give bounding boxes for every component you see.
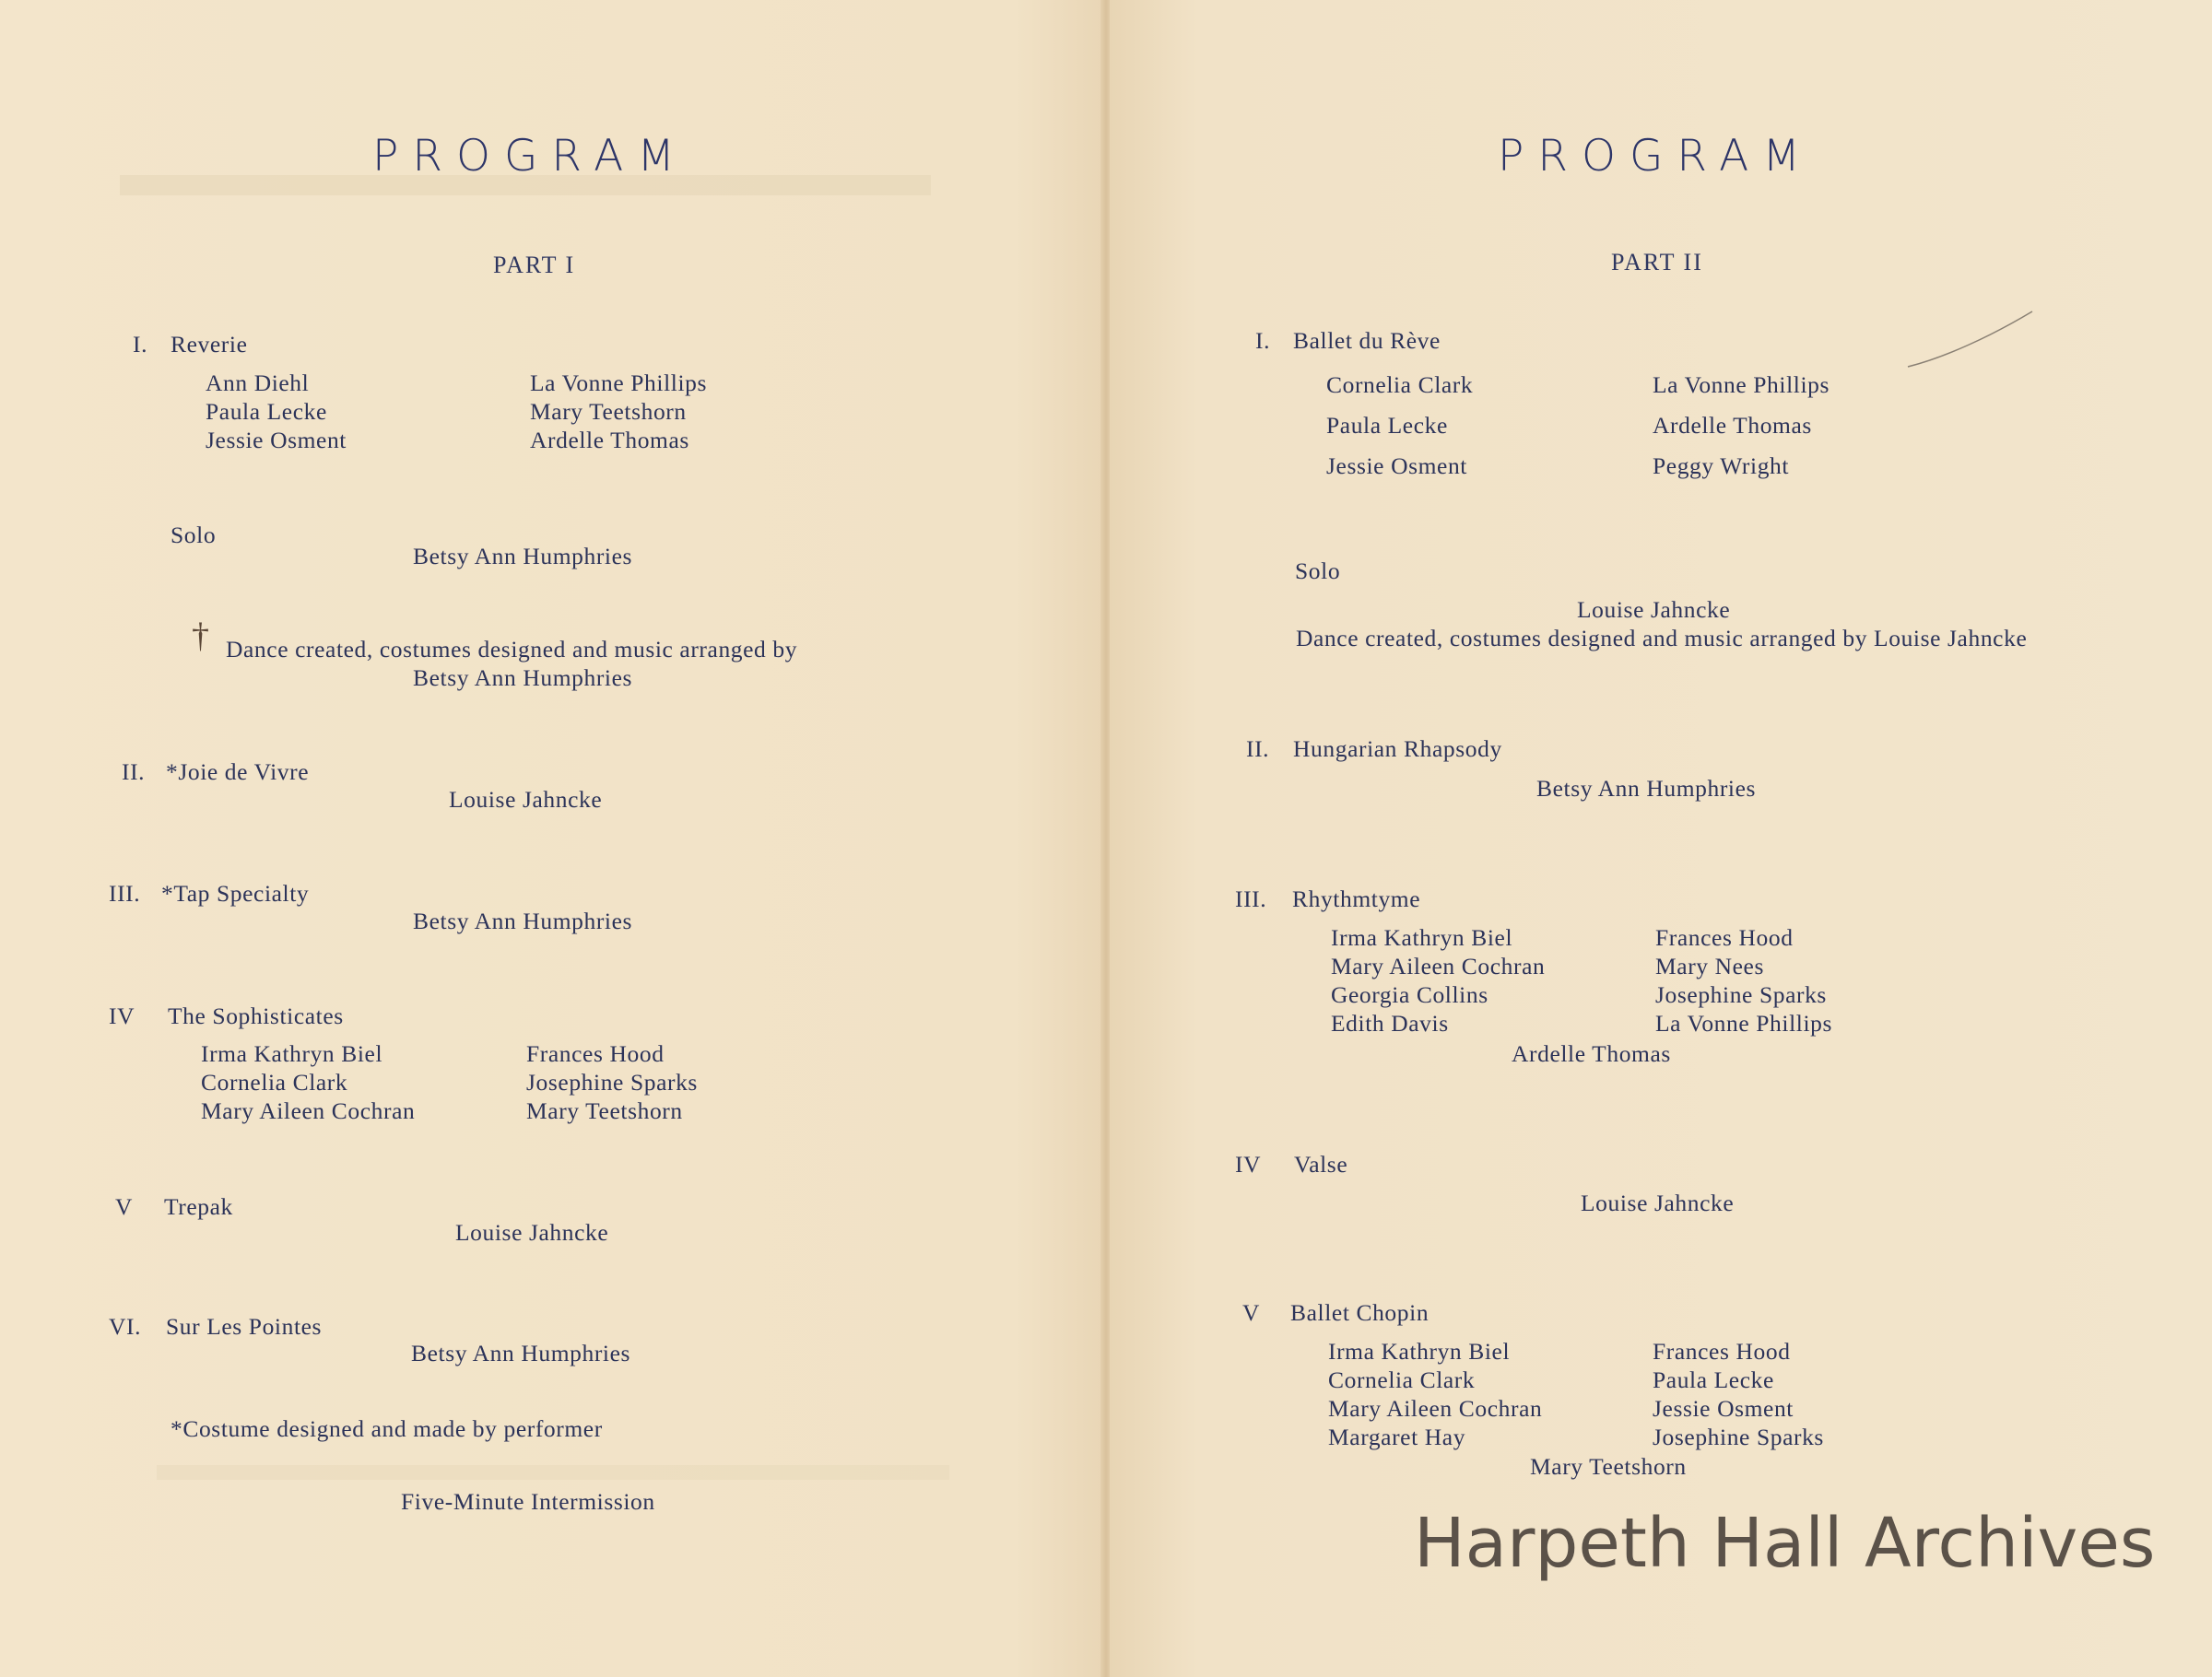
item-title: Rhythmtyme bbox=[1292, 885, 1421, 912]
dancer-name: Ardelle Thomas bbox=[1653, 412, 1812, 439]
archive-watermark: Harpeth Hall Archives bbox=[1414, 1504, 2156, 1583]
dancer-name: Ardelle Thomas bbox=[1512, 1040, 1671, 1067]
dancer-name: Jessie Osment bbox=[1653, 1395, 1794, 1422]
item-title: Trepak bbox=[164, 1193, 233, 1220]
dancer-name: Cornelia Clark bbox=[201, 1069, 348, 1096]
show-through-band bbox=[157, 1465, 949, 1480]
item-number: I. bbox=[1255, 327, 1271, 354]
item-title: Solo bbox=[1295, 557, 1341, 584]
item-title: Sur Les Pointes bbox=[166, 1313, 323, 1340]
dancer-name: Josephine Sparks bbox=[526, 1069, 698, 1096]
dancer-name: Irma Kathryn Biel bbox=[201, 1040, 383, 1067]
dancer-name: La Vonne Phillips bbox=[1655, 1010, 1833, 1037]
dancer-list bbox=[206, 369, 707, 454]
dancer-name: Margaret Hay bbox=[1328, 1424, 1466, 1450]
page-title: PROGRAM bbox=[372, 131, 688, 182]
item-title: Solo bbox=[171, 522, 217, 548]
dancer-name: Mary Aileen Cochran bbox=[201, 1097, 416, 1124]
dancer-name: Mary Teetshorn bbox=[1530, 1453, 1687, 1480]
credit-line: Dance created, costumes designed and music arranged by bbox=[226, 636, 798, 663]
item-title: *Tap Specialty bbox=[161, 880, 310, 907]
performer-name: Betsy Ann Humphries bbox=[413, 908, 633, 934]
dancer-name: Edith Davis bbox=[1331, 1010, 1449, 1037]
item-title: Reverie bbox=[171, 331, 248, 358]
dancer-name: Paula Lecke bbox=[206, 398, 327, 425]
item-number: VI. bbox=[109, 1313, 142, 1340]
part-heading: PART I bbox=[493, 252, 576, 278]
dancer-list bbox=[1331, 923, 1832, 1038]
dancer-name: Irma Kathryn Biel bbox=[1328, 1338, 1511, 1365]
item-title: Ballet Chopin bbox=[1290, 1299, 1430, 1326]
dancer-name: Paula Lecke bbox=[1653, 1366, 1774, 1393]
performer-name: Louise Jahncke bbox=[455, 1219, 609, 1246]
performer-name: Betsy Ann Humphries bbox=[1536, 775, 1757, 802]
dancer-name: Josephine Sparks bbox=[1655, 981, 1827, 1008]
dancer-name: Mary Teetshorn bbox=[530, 398, 687, 425]
performer-name: Louise Jahncke bbox=[1577, 596, 1731, 623]
dancer-name: Jessie Osment bbox=[206, 427, 347, 453]
item-number: V bbox=[1242, 1299, 1261, 1326]
performer-name: Betsy Ann Humphries bbox=[413, 664, 633, 691]
footnote: *Costume designed and made by performer bbox=[171, 1415, 603, 1442]
dancer-name: Frances Hood bbox=[526, 1040, 665, 1067]
item-number: V bbox=[115, 1193, 134, 1220]
dancer-name: La Vonne Phillips bbox=[530, 369, 708, 396]
intermission-note: Five-Minute Intermission bbox=[401, 1488, 655, 1515]
dancer-name: Paula Lecke bbox=[1326, 412, 1448, 439]
item-title: Ballet du Rève bbox=[1293, 327, 1441, 354]
dancer-name: Mary Aileen Cochran bbox=[1328, 1395, 1543, 1422]
item-number: I. bbox=[133, 331, 148, 358]
item-number: II. bbox=[1246, 735, 1270, 762]
dagger-mark: † bbox=[192, 616, 209, 655]
dancer-name: Mary Teetshorn bbox=[526, 1097, 683, 1124]
dancer-name: Ardelle Thomas bbox=[530, 427, 689, 453]
item-number: II. bbox=[122, 758, 146, 785]
dancer-name: Cornelia Clark bbox=[1328, 1366, 1476, 1393]
dancer-name: Peggy Wright bbox=[1653, 452, 1790, 479]
item-title: *Joie de Vivre bbox=[166, 758, 310, 785]
part-heading: PART II bbox=[1611, 249, 1703, 276]
performer-name: Betsy Ann Humphries bbox=[413, 543, 633, 569]
item-title: Hungarian Rhapsody bbox=[1293, 735, 1502, 762]
item-number: III. bbox=[109, 880, 141, 907]
dancer-name: Josephine Sparks bbox=[1653, 1424, 1824, 1450]
performer-name: Betsy Ann Humphries bbox=[411, 1340, 631, 1366]
page-title: PROGRAM bbox=[1498, 131, 1814, 182]
performer-name: Louise Jahncke bbox=[1581, 1190, 1735, 1216]
item-title: The Sophisticates bbox=[168, 1003, 344, 1029]
dancer-name: La Vonne Phillips bbox=[1653, 371, 1830, 398]
dancer-name: Ann Diehl bbox=[206, 369, 310, 396]
dancer-name: Irma Kathryn Biel bbox=[1331, 924, 1513, 951]
item-number: IV bbox=[1235, 1151, 1262, 1178]
pencil-stroke bbox=[1899, 304, 2037, 378]
dancer-name: Frances Hood bbox=[1653, 1338, 1791, 1365]
item-number: IV bbox=[109, 1003, 135, 1029]
dancer-name: Mary Aileen Cochran bbox=[1331, 953, 1546, 979]
item-number: III. bbox=[1235, 885, 1267, 912]
dancer-list bbox=[1328, 1337, 1824, 1451]
dancer-list bbox=[201, 1039, 698, 1125]
credit-line: Dance created, costumes designed and music arranged by Louise Jahncke bbox=[1296, 625, 2028, 651]
dancer-name: Frances Hood bbox=[1655, 924, 1794, 951]
dancer-name: Mary Nees bbox=[1655, 953, 1764, 979]
item-title: Valse bbox=[1294, 1151, 1348, 1178]
dancer-name: Jessie Osment bbox=[1326, 452, 1467, 479]
dancer-list bbox=[1326, 365, 1830, 487]
dancer-name: Georgia Collins bbox=[1331, 981, 1488, 1008]
performer-name: Louise Jahncke bbox=[449, 786, 603, 813]
dancer-name: Cornelia Clark bbox=[1326, 371, 1474, 398]
